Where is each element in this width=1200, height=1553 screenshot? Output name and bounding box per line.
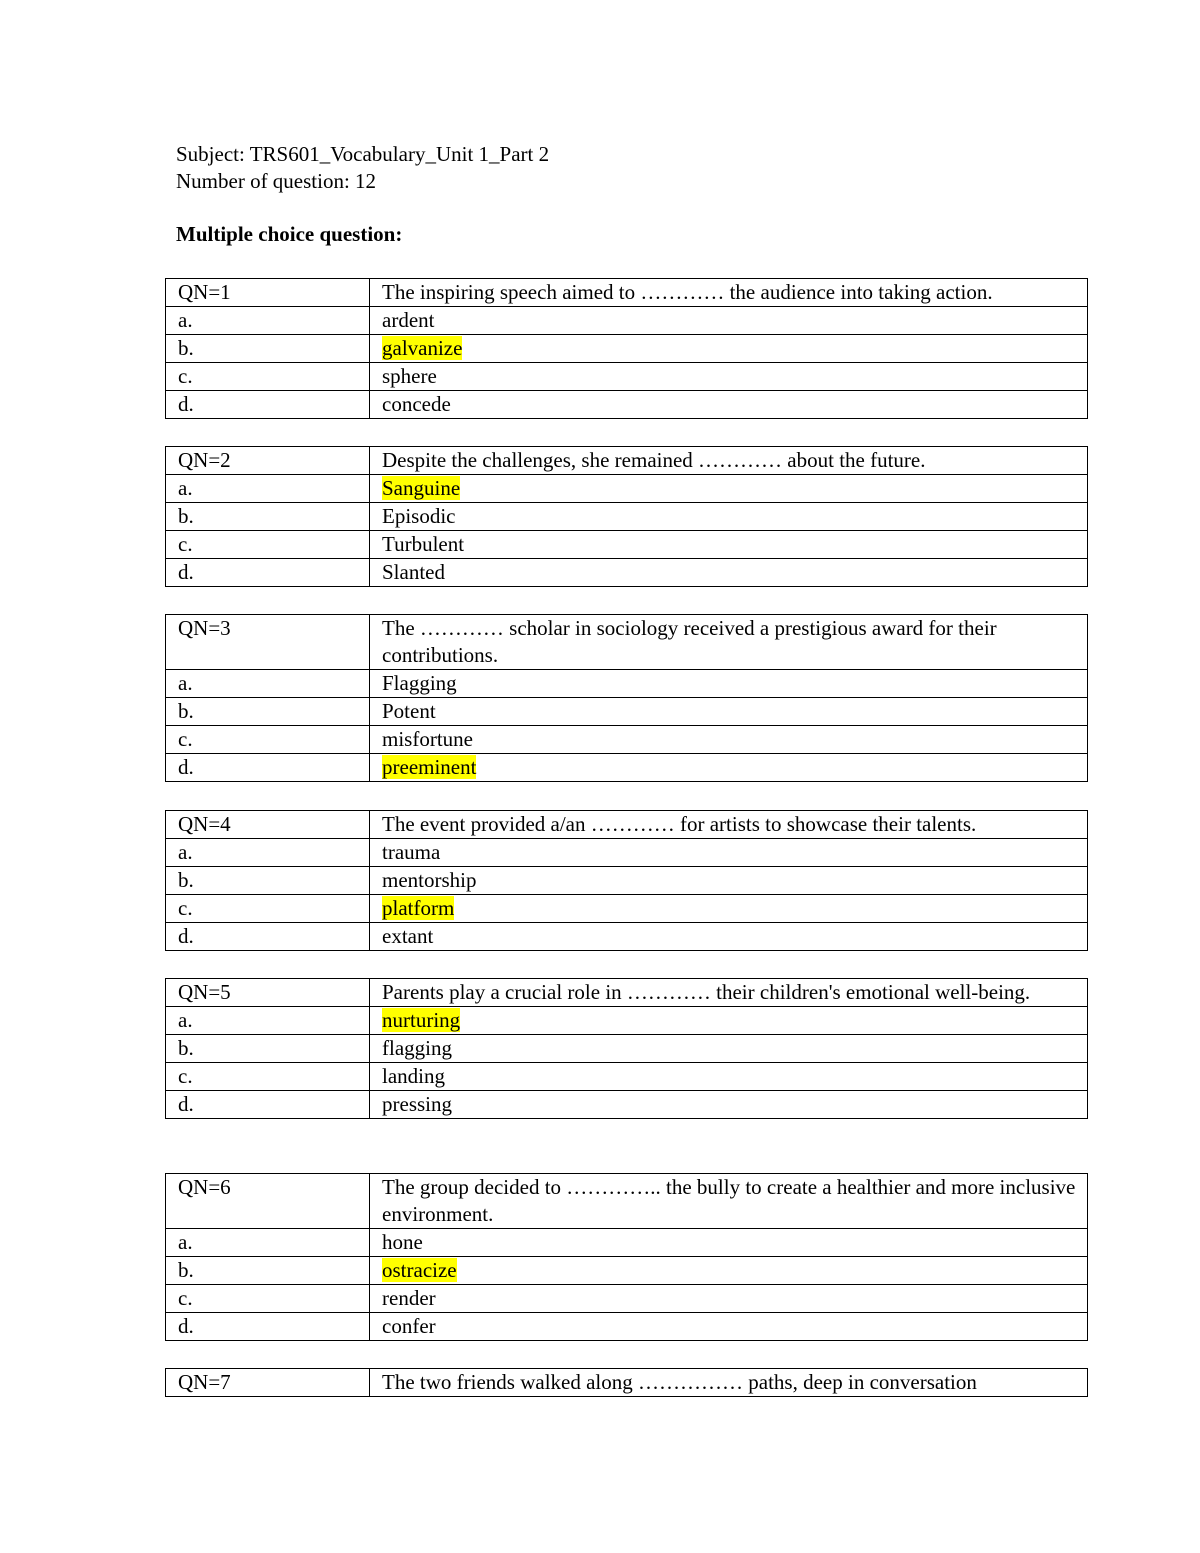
option-text: trauma: [382, 840, 441, 864]
option-text: pressing: [382, 1092, 452, 1116]
option-text: extant: [382, 924, 434, 948]
question-text: The event provided a/an ………… for artists to showcase their talents.: [370, 811, 1088, 839]
question-number: QN=6: [166, 1174, 370, 1229]
option-row: [166, 475, 1088, 503]
question-table: [165, 978, 1088, 1119]
section-title: Multiple choice question:: [176, 222, 403, 246]
option-letter: d.: [166, 754, 370, 782]
question-row: [166, 1369, 1088, 1397]
option-row: [166, 670, 1088, 698]
option-row: [166, 839, 1088, 867]
option-letter: a.: [166, 839, 370, 867]
document-header: [176, 141, 549, 195]
question-table: [165, 1173, 1088, 1341]
option-row: [166, 1007, 1088, 1035]
option-text: mentorship: [382, 868, 477, 892]
question-row: [166, 811, 1088, 839]
option-row: [166, 1285, 1088, 1313]
option-text: Potent: [382, 699, 436, 723]
subject-line: Subject: TRS601_Vocabulary_Unit 1_Part 2: [176, 142, 550, 166]
option-letter: a.: [166, 307, 370, 335]
option-letter: d.: [166, 923, 370, 951]
option-text: render: [382, 1286, 436, 1310]
question-row: [166, 279, 1088, 307]
option-letter: c.: [166, 531, 370, 559]
option-letter: c.: [166, 363, 370, 391]
correct-answer-highlight: galvanize: [382, 336, 463, 360]
question-row: [166, 979, 1088, 1007]
option-row: [166, 335, 1088, 363]
question-number: QN=7: [166, 1369, 370, 1397]
option-letter: a.: [166, 1229, 370, 1257]
question-table: [165, 810, 1088, 951]
option-row: [166, 531, 1088, 559]
option-letter: d.: [166, 559, 370, 587]
option-letter: b.: [166, 335, 370, 363]
option-letter: d.: [166, 391, 370, 419]
correct-answer-highlight: Sanguine: [382, 476, 461, 500]
correct-answer-highlight: preeminent: [382, 755, 477, 779]
question-text: Parents play a crucial role in ………… their children's emotional well-being.: [370, 979, 1088, 1007]
option-letter: a.: [166, 670, 370, 698]
correct-answer-highlight: platform: [382, 896, 455, 920]
option-letter: d.: [166, 1091, 370, 1119]
question-number: QN=5: [166, 979, 370, 1007]
question-text: Despite the challenges, she remained ………… about the future.: [370, 447, 1088, 475]
option-row: [166, 726, 1088, 754]
option-letter: d.: [166, 1313, 370, 1341]
option-row: [166, 391, 1088, 419]
option-row: [166, 1035, 1088, 1063]
option-row: [166, 1091, 1088, 1119]
option-row: [166, 503, 1088, 531]
option-row: [166, 867, 1088, 895]
question-text: The group decided to ………….. the bully to create a healthier and more inclusive environment.: [370, 1174, 1088, 1229]
option-row: [166, 363, 1088, 391]
correct-answer-highlight: nurturing: [382, 1008, 461, 1032]
question-text: The ………… scholar in sociology received a prestigious award for their contributions.: [370, 615, 1088, 670]
option-letter: a.: [166, 1007, 370, 1035]
option-text: Slanted: [382, 560, 445, 584]
option-letter: b.: [166, 1257, 370, 1285]
option-letter: a.: [166, 475, 370, 503]
option-letter: c.: [166, 726, 370, 754]
option-text: sphere: [382, 364, 437, 388]
option-row: [166, 1313, 1088, 1341]
question-row: [166, 615, 1088, 670]
option-text: flagging: [382, 1036, 452, 1060]
option-text: Turbulent: [382, 532, 465, 556]
option-text: confer: [382, 1314, 436, 1338]
correct-answer-highlight: ostracize: [382, 1258, 457, 1282]
question-table: [165, 278, 1088, 419]
option-letter: b.: [166, 867, 370, 895]
question-number: QN=1: [166, 279, 370, 307]
option-letter: b.: [166, 1035, 370, 1063]
option-letter: b.: [166, 698, 370, 726]
question-table: [165, 1368, 1088, 1397]
option-letter: c.: [166, 1285, 370, 1313]
option-row: [166, 754, 1088, 782]
question-number: QN=2: [166, 447, 370, 475]
question-table: [165, 614, 1088, 782]
option-letter: c.: [166, 1063, 370, 1091]
option-row: [166, 559, 1088, 587]
question-text: The inspiring speech aimed to ………… the audience into taking action.: [370, 279, 1088, 307]
option-text: hone: [382, 1230, 423, 1254]
option-row: [166, 1229, 1088, 1257]
option-text: misfortune: [382, 727, 473, 751]
option-text: landing: [382, 1064, 445, 1088]
option-text: Episodic: [382, 504, 456, 528]
option-letter: b.: [166, 503, 370, 531]
option-row: [166, 1257, 1088, 1285]
question-row: [166, 1174, 1088, 1229]
question-row: [166, 447, 1088, 475]
option-row: [166, 698, 1088, 726]
option-row: [166, 1063, 1088, 1091]
question-table: [165, 446, 1088, 587]
option-text: concede: [382, 392, 451, 416]
question-count-line: Number of question: 12: [176, 169, 377, 193]
option-text: Flagging: [382, 671, 457, 695]
option-letter: c.: [166, 895, 370, 923]
option-row: [166, 307, 1088, 335]
question-number: QN=4: [166, 811, 370, 839]
option-row: [166, 923, 1088, 951]
question-text: The two friends walked along …………… paths, deep in conversation: [370, 1369, 1088, 1397]
option-text: ardent: [382, 308, 435, 332]
question-number: QN=3: [166, 615, 370, 670]
option-row: [166, 895, 1088, 923]
